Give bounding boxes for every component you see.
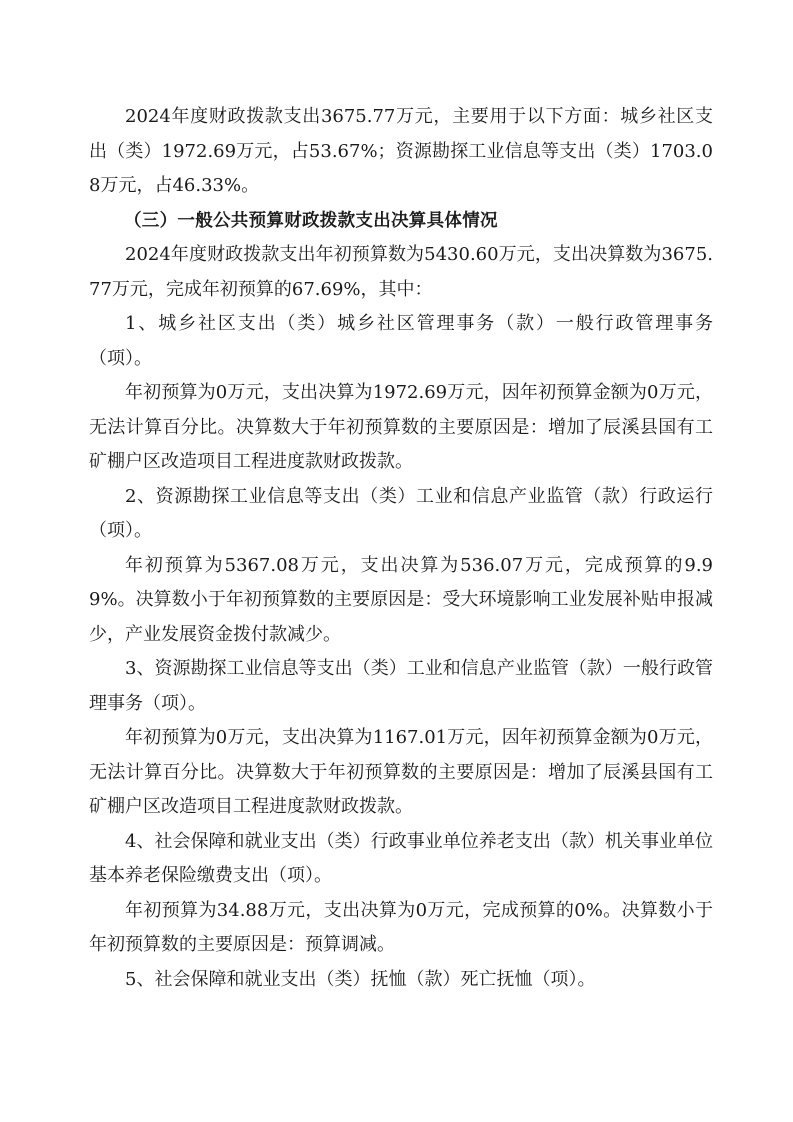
paragraph-budget-overview: 2024年度财政拨款支出年初预算数为5430.60万元，支出决算数为3675.77万元，完成年初预算的67.69%，其中： xyxy=(89,244,713,300)
paragraph-item-4-title: 4、社会保障和就业支出（类）行政事业单位养老支出（款）机关事业单位基本养老保险缴费支出（项）。 xyxy=(89,830,713,886)
paragraph-item-3-title: 3、资源勘探工业信息等支出（类）工业和信息产业监管（款）一般行政管理事务（项）。 xyxy=(89,658,713,714)
paragraph-item-2-detail: 年初预算为5367.08万元，支出决算为536.07万元，完成预算的9.99%。决算数小于年初预算数的主要原因是：受大环境影响工业发展补贴申报减少，产业发展资金拨付款减少。 xyxy=(89,554,713,645)
document-body xyxy=(89,100,713,997)
paragraph-item-3-detail: 年初预算为0万元，支出决算为1167.01万元，因年初预算金额为0万元，无法计算百分比。决算数大于年初预算数的主要原因是：增加了辰溪县国有工矿棚户区改造项目工程进度款财政拨款。 xyxy=(89,727,713,817)
paragraph-item-2-title: 2、资源勘探工业信息等支出（类）工业和信息产业监管（款）行政运行（项）。 xyxy=(89,485,713,541)
paragraph-item-5-title: 5、社会保障和就业支出（类）抚恤（款）死亡抚恤（项）。 xyxy=(125,968,596,990)
paragraph-item-4-detail: 年初预算为34.88万元，支出决算为0万元，完成预算的0%。决算数小于年初预算数的主要原因是：预算调减。 xyxy=(89,899,713,955)
paragraph-expenditure-summary: 2024年度财政拨款支出3675.77万元，主要用于以下方面：城乡社区支出（类）1972.69万元，占53.67%；资源勘探工业信息等支出（类）1703.08万元，占46.33%。 xyxy=(89,106,713,196)
paragraph-item-1-title: 1、城乡社区支出（类）城乡社区管理事务（款）一般行政管理事务（项）。 xyxy=(89,313,713,369)
paragraph-item-1-detail: 年初预算为0万元，支出决算为1972.69万元，因年初预算金额为0万元，无法计算百分比。决算数大于年初预算数的主要原因是：增加了辰溪县国有工矿棚户区改造项目工程进度款财政拨款。 xyxy=(89,382,713,472)
section-heading: （三）一般公共预算财政拨款支出决算具体情况 xyxy=(124,210,498,231)
